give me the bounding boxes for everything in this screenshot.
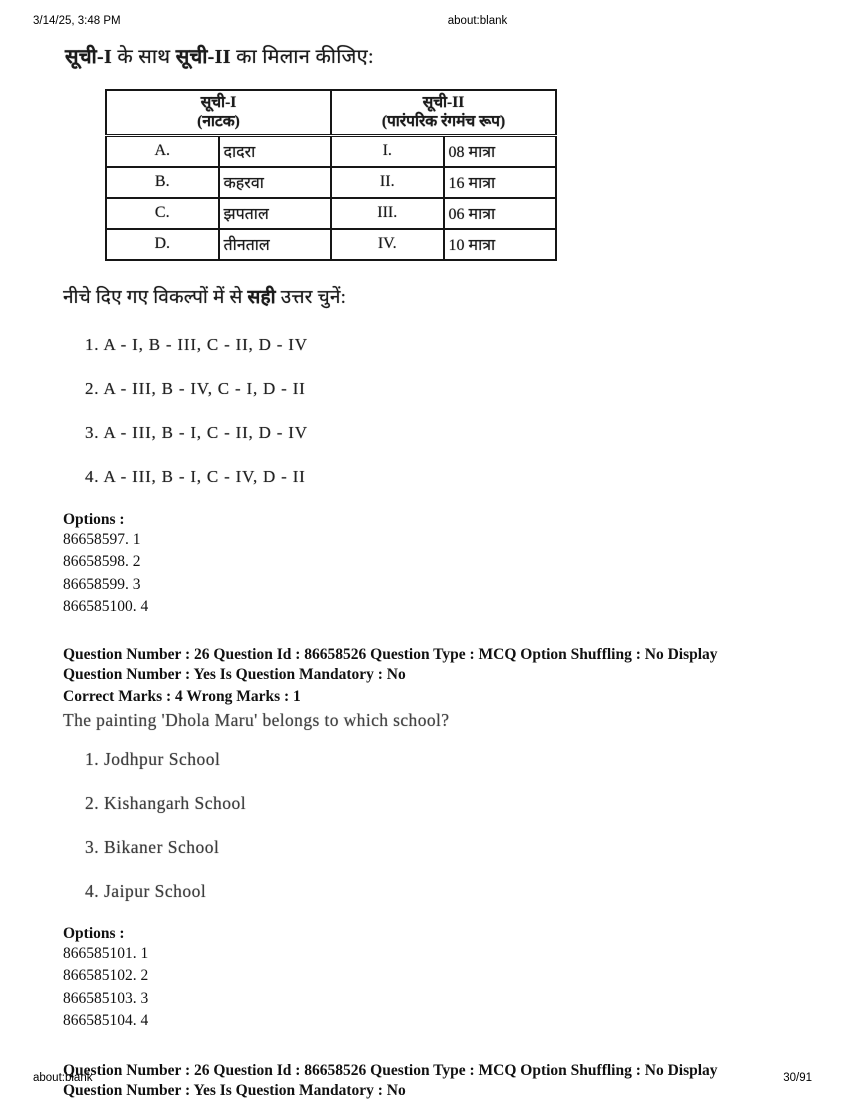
trailing-question-meta-line: Question Number : 26 Question Id : 86658526 Question Type : MCQ Option Shuffling : No Display Question Number : Yes Is Question Mandatory : No xyxy=(63,1061,718,1099)
heading-text: के साथ xyxy=(112,46,176,68)
match-lists-heading xyxy=(65,42,810,69)
option-id-1: 86658597. 1 xyxy=(63,530,141,548)
table-header-row xyxy=(106,90,556,136)
row-roman: IV. xyxy=(331,229,444,260)
list1-title: सूची-I xyxy=(200,94,237,111)
question-meta-line: Question Number : 26 Question Id : 86658526 Question Type : MCQ Option Shuffling : No Display Question Number : Yes Is Question Mandatory : No xyxy=(63,645,718,683)
answer-combo-2: 2. A - III, B - IV, C - I, D - II xyxy=(85,378,306,398)
choice-list xyxy=(85,749,810,903)
option-id-4: 866585100. 4 xyxy=(63,598,149,615)
option-id-8: 866585104. 4 xyxy=(63,1012,149,1029)
row-letter: C. xyxy=(106,198,219,229)
option-id-3: 86658599. 3 xyxy=(63,575,141,593)
print-header xyxy=(33,15,812,27)
row-value: 16 मात्रा xyxy=(444,167,557,198)
row-item: तीनताल xyxy=(219,229,332,260)
question-text: The painting 'Dhola Maru' belongs to which school? xyxy=(63,709,450,730)
page-number: 30/91 xyxy=(783,1072,812,1084)
row-letter: A. xyxy=(106,136,219,167)
list2-subtitle: (पारंपरिक रंगमंच रूप) xyxy=(381,113,506,130)
row-letter: B. xyxy=(106,167,219,198)
options-label: Options : xyxy=(63,510,125,528)
choice-1: 1. Jodhpur School xyxy=(85,748,221,769)
row-item: झपताल xyxy=(219,198,332,229)
answer-combo-list xyxy=(85,335,810,488)
document-content xyxy=(63,36,810,1100)
instruction-bold-word: सही xyxy=(247,286,276,308)
options-label-2: Options : xyxy=(63,924,125,942)
answer-combo-3: 3. A - III, B - I, C - II, D - IV xyxy=(85,422,308,442)
print-datetime: 3/14/25, 3:48 PM xyxy=(33,15,121,27)
table-header-list2 xyxy=(331,90,556,136)
row-value: 06 मात्रा xyxy=(444,198,557,229)
choice-2: 2. Kishangarh School xyxy=(85,792,247,813)
row-roman: II. xyxy=(331,167,444,198)
choice-3: 3. Bikaner School xyxy=(85,836,220,857)
table-row xyxy=(106,229,556,260)
heading-text-tail: का मिलान कीजिए: xyxy=(230,46,374,68)
option-id-5: 866585101. 1 xyxy=(63,944,149,962)
print-footer xyxy=(33,1072,812,1084)
table-row xyxy=(106,167,556,198)
choice-4: 4. Jaipur School xyxy=(85,880,207,901)
question-marks-line: Correct Marks : 4 Wrong Marks : 1 xyxy=(63,687,301,705)
table-header-list1 xyxy=(106,90,331,136)
table-row xyxy=(106,198,556,229)
list2-title: सूची-II xyxy=(422,94,465,111)
answer-combo-1: 1. A - I, B - III, C - II, D - IV xyxy=(85,334,308,354)
row-letter: D. xyxy=(106,229,219,260)
heading-list1-label: सूची-I xyxy=(65,46,113,68)
option-id-2: 86658598. 2 xyxy=(63,553,141,570)
row-roman: III. xyxy=(331,198,444,229)
row-value: 10 मात्रा xyxy=(444,229,557,260)
footer-url: about:blank xyxy=(33,1072,93,1084)
print-page-title: about:blank xyxy=(447,15,508,27)
choose-answer-instruction xyxy=(63,283,810,309)
row-roman: I. xyxy=(331,136,444,167)
row-value: 08 मात्रा xyxy=(444,136,557,167)
instruction-text: नीचे दिए गए विकल्पों में से xyxy=(63,286,248,308)
match-table xyxy=(105,89,557,261)
table-row xyxy=(106,136,556,167)
row-item: दादरा xyxy=(219,136,332,167)
instruction-text-tail: उत्तर चुनें: xyxy=(275,286,347,308)
row-item: कहरवा xyxy=(219,167,332,198)
list1-subtitle: (नाटक) xyxy=(197,113,240,130)
option-id-6: 866585102. 2 xyxy=(63,967,149,984)
option-id-7: 866585103. 3 xyxy=(63,989,149,1007)
heading-list2-label: सूची-II xyxy=(175,46,231,68)
answer-combo-4: 4. A - III, B - I, C - IV, D - II xyxy=(85,466,306,486)
